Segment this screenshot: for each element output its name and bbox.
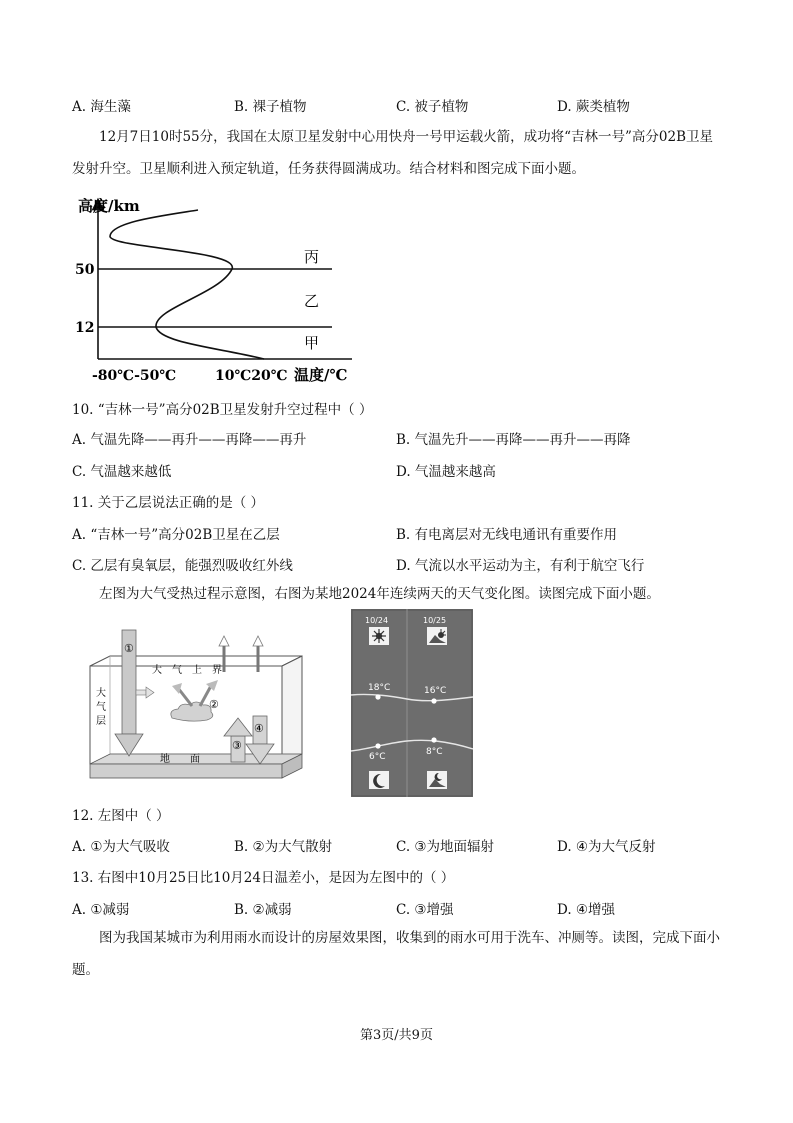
q9-option-a: A. 海生藻 [72,99,131,115]
q9-option-c: C. 被子植物 [396,99,469,115]
y-tick-12: 12 [75,320,95,336]
side-label-3: 层 [96,716,106,727]
q13-option-a: A. ①减弱 [72,902,130,918]
night-temp-1025: 8°C [426,747,443,757]
atmosphere-top-label: 大 气 上 界 [152,665,222,676]
day-point-1025 [431,698,436,703]
q13-option-d: D. ④增强 [557,902,616,918]
x-tick-left: -80℃-50℃ [92,368,177,384]
q10-option-d: D. 气温越来越高 [396,464,496,480]
layer-bing: 丙 [304,248,320,266]
date-1024: 10/24 [365,616,389,625]
ground-label: 地 面 [160,754,200,765]
q10-stem: 10. “吉林一号”高分02B卫星发射升空过程中（ ） [72,402,373,418]
layer-jia: 甲 [304,334,320,352]
q12-option-a: A. ①为大气吸收 [72,839,170,855]
weather-change-panel [351,609,473,797]
q9-option-b: B. 裸子植物 [234,99,307,115]
y-tick-50: 50 [75,262,95,278]
q13-stem: 13. 右图中10月25日比10月24日温差小，是因为左图中的（ ） [72,870,455,886]
marker-4: ④ [254,722,264,735]
layer-yi: 乙 [304,292,320,310]
page-footer: 第3页/共9页 [360,1028,433,1043]
q11-stem: 11. 关于乙层说法正确的是（ ） [72,495,265,511]
q10-option-a: A. 气温先降——再升——再降——再升 [72,432,307,448]
temperature-height-chart [70,188,370,388]
passage-rainwater: 图为我国某城市为利用雨水而设计的房屋效果图，收集到的雨水可用于洗车、冲厕等。读图，完成下面小题。 [72,930,720,978]
q11-option-d: D. 气流以水平运动为主，有利于航空飞行 [396,558,645,574]
q12-stem: 12. 左图中（ ） [72,808,170,824]
q13-option-c: C. ③增强 [396,902,454,918]
x-tick-right: 10℃20℃ [215,368,288,384]
night-temp-1024: 6°C [369,752,386,762]
q11-option-c: C. 乙层有臭氧层，能强烈吸收红外线 [72,558,293,574]
day-temp-1025: 16°C [424,686,447,696]
side-label-1: 大 [96,688,106,699]
side-label-2: 气 [96,702,106,713]
x-axis-label: 温度/℃ [294,366,348,384]
temperature-curve [110,210,264,359]
marker-2: ② [209,698,219,711]
q13-option-b: B. ②减弱 [234,902,292,918]
y-axis-label: 高度/km [78,197,140,215]
q12-option-c: C. ③为地面辐射 [396,839,495,855]
marker-3: ③ [232,739,242,752]
q12-option-b: B. ②为大气散射 [234,839,333,855]
q11-option-b: B. 有电离层对无线电通讯有重要作用 [396,527,618,543]
passage-satellite: 12月7日10时55分，我国在太原卫星发射中心用快舟一号甲运载火箭，成功将“吉林一号”高分02B卫星发射升空。卫星顺利进入预定轨道，任务获得圆满成功。结合材料和图完成下面小题。 [72,129,714,177]
q12-option-d: D. ④为大气反射 [557,839,656,855]
passage-atmosphere: 左图为大气受热过程示意图，右图为某地2024年连续两天的天气变化图。读图完成下面小题。 [99,586,660,602]
date-1025: 10/25 [423,616,447,625]
q9-option-d: D. 蕨类植物 [557,99,630,115]
marker-1: ① [124,642,134,655]
atmospheric-heating-diagram [88,626,310,786]
q11-option-a: A. “吉林一号”高分02B卫星在乙层 [72,527,280,543]
sun-icon [372,629,386,643]
day-point-1024 [375,694,380,699]
q10-option-b: B. 气温先升——再降——再升——再降 [396,432,631,448]
q10-option-c: C. 气温越来越低 [72,464,172,480]
night-point-1024 [375,743,380,748]
day-temp-1024: 18°C [368,683,391,693]
night-point-1025 [431,737,436,742]
